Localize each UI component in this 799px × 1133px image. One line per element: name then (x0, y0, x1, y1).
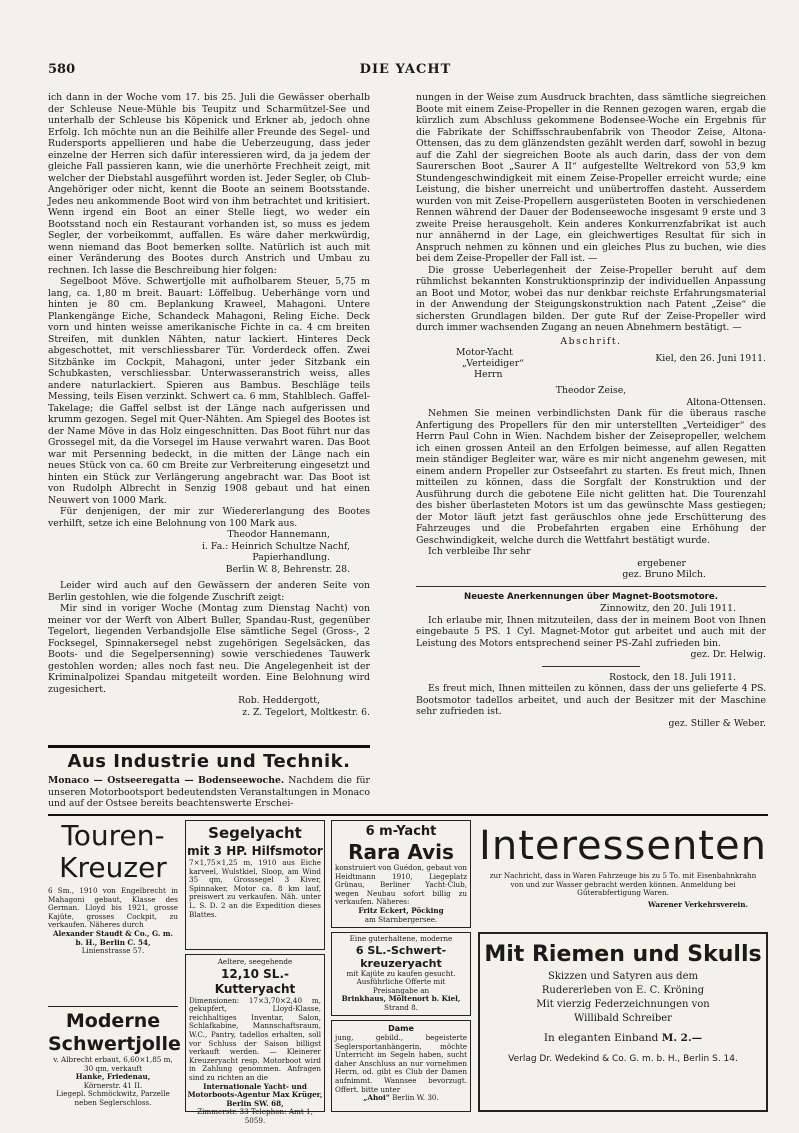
letter-recipient: Theodor Zeise, (555, 385, 627, 396)
ad-address (332, 1094, 470, 1103)
ad-subtitle: mit 3 HP. Hilfsmotor (187, 844, 323, 858)
ad-text: v. Albrecht erbaut, 6,60×1,85 m, 30 qm, verkauft (53, 1055, 173, 1073)
left-column (48, 92, 370, 718)
journal-title: DIE YACHT (359, 62, 452, 77)
ad-text: Dimensionen: 17×3,70×2,40 m, gekupfert, Lloyd-Klasse, reichhaltiges Inventar, Salon, Schlafkabine, Mannschaftsraum, W.C., Pantry, tadellos erhalten, soll vor Schluss der Saison billigst verkauft werden. — Kleinerer Kreuzeryacht resp. Motorboot wird in Zahlung genommen. Anfragen sind zu richten an die (189, 995, 321, 1082)
ad-price-label: In eleganten Einband (543, 1032, 659, 1044)
ad-text: konstruiert von Guédon, gebaut von Heidtmann 1910, Liegeplatz Grünau, Berliner Yacht-Club, wegen Neubau sofort billig zu verkaufen. Näheres: (335, 863, 467, 907)
advertisements (48, 814, 768, 1125)
ad-intro: 6 m-Yacht (365, 824, 437, 839)
magnet-date: Rostock, den 18. Juli 1911. (609, 671, 736, 683)
signature-address: z. Z. Tegelort, Moltkestr. 6. (242, 706, 370, 718)
ad-firm: „Ahoi“ (363, 1093, 390, 1103)
letter-body: Ich verbleibe Ihr sehr (428, 546, 531, 557)
ad-rara-avis (331, 820, 471, 928)
right-column (416, 92, 766, 729)
ad-address: am Starnbergersee. (364, 914, 438, 924)
ad-intro: Aeltere, seegehende (217, 957, 293, 966)
magnet-signature: gez. Dr. Helwig. (690, 649, 766, 660)
ad-title: Moderne (65, 1010, 161, 1032)
page-number: 580 (48, 62, 76, 77)
ad-title: Touren- (61, 819, 165, 852)
ad-address-line: Berlin W. 30. (392, 1093, 439, 1103)
ad-schwertkreuzer (331, 932, 471, 1016)
ad-title: Dame (388, 1024, 414, 1033)
letter-sender-name: „Verteidiger“ (462, 358, 524, 369)
section-heading: Aus Industrie und Technik. (48, 745, 370, 772)
ad-dame (331, 1020, 471, 1112)
ad-text: 7×1,75×1,25 m, 1910 aus Eiche karveel, Wulstkiel, Sloop, am Wind 35 qm, Grosssegel 3 Kiver, Spinnaker, Motor ca. 8 km lauf, preiswert zu verkaufen. Näh. unter L. S. D. 2 an die Expedition dieses Blattes. (189, 858, 321, 919)
ad-book (478, 932, 768, 1112)
signature-address: Berlin W. 8, Behrenstr. 28. (225, 563, 350, 575)
letter-place: Altona-Ottensen. (686, 396, 766, 408)
ad-address: Körnerstr. 41 II. (83, 1080, 143, 1090)
section-body: Nachdem die für unseren Motorbootsport bedeutendsten Veranstaltungen in Monaco und auf der Ostsee bereits beachtenswerte Erschei- (48, 775, 370, 809)
ad-text: zur Nachricht, dass in Waren Fahrzeuge bis zu 5 To. mit Eisenbahnkrahn von und zur Wasser gebracht werden können. Anmeldung bei Güterabfertigung Waren. (489, 871, 757, 898)
letter-salutation: Herrn (474, 369, 503, 380)
letter-title: Abschrift. (560, 335, 622, 347)
ad-title: kreuzeryacht (360, 956, 442, 970)
ad-text: 6 Sm., 1910 von Engelbrecht in Mahagoni gebaut, Klasse des German. Lloyd bis 1921, grosse Kajüte, grosses Cockpit, zu verkaufen. Näheres durch (48, 886, 178, 930)
letter-head (416, 347, 766, 382)
article-paragraph: Die grosse Ueberlegenheit der Zeise-Propeller beruht auf dem rühmlichst bekannten Konstruktionsprinzip der individuellen Anpassung an Boot und Motor, wobei das nur denkbar reichste Erfahrungsmaterial in der Anwendung der Steigungskonstruktion nach Patent „Zeise“ die sichersten Grundlagen bilden. Der gute Ruf der Zeise-Propeller wird durch immer wachsenden Zugang an neuen Abnehmern bestätigt. — (416, 264, 766, 333)
ad-intro: Eine guterhaltene, moderne (349, 934, 453, 943)
boat-description: Segelboot Möve. Schwertjolle mit aufholbarem Steuer, 5,75 m lang, ca. 1,80 m breit. Bauart: Löffelbug. Ueberhänge vorn und hinten je 80 cm. Beplankung Kraweel, Mahagoni. Untere Plankengänge Eiche, Schandeck Mahagoni, Reling Eiche. Deck vorn und hinten weisse amerikanische Fichte in ca. 4 cm breiten Streifen, mit dunklen Nähten, natur lackiert. Hinteres Deck abgeschottet, mit verschliessbarer Tür. Vorderdeck offen. Zwei Sitzbänke im Cockpit, Mahagoni, unter jeder Sitzbank ein Schubkasten, verschliessbar. Unterwasseranstrich weiss, alles andere naturlackiert. Spieren aus Bambus. Beschläge teils Messing, teils Eisen verzinkt. Schwert ca. 6 mm, Stahlblech. Gaffel-Takelage; die Gaffel selbst ist der Länge nach aufgerissen und krumm gezogen. Segel mit Quer-Nähten. Am Spiegel des Bootes ist der Name Möve in das Holz eingeschnitten. Das Boot führt nur das Grossegel mit, da die Vorsegel im Hause verwahrt waren. Das Boot war mit Persenning bedeckt, in die mitten der Länge nach ein neues Stück von ca. 60 cm Breite zur Verbreiterung eingesetzt und hinten ein Stück zur Verlängerung angebracht war. Das Boot ist von Rudolph Albrecht in Senzig 1908 gebaut und hat einen Neuwert von 1000 Mark. (48, 276, 370, 506)
theft-letter: Mir sind in voriger Woche (Montag zum Dienstag Nacht) von meiner vor der Werft von Albert Buller, Spandau-Rust, gegenüber Tegelort, liegenden Verbandsjolle Else sämtliche Segel (Gross-, 2 Focksegel, Spinnakersegel nebst zugehörigen Segelsäcken, das Boots- und die Segelpersenning) sowie verschiedenes Tauwerk gestohlen worden; alles noch fast neu. Die Angelegenheit ist der Kriminalpolizei Spandau mitgeteilt worden. Eine Belohnung wird zugesichert. (48, 603, 370, 695)
ad-price-line (480, 1030, 766, 1046)
ad-publisher: Verlag Dr. Wedekind & Co. G. m. b. H., Berlin S. 14. (508, 1054, 738, 1064)
letter-body: Nehmen Sie meinen verbindlichsten Dank für die überaus rasche Anfertigung des Propellers für den mir unterstellten „Verteidiger“ des Herrn Paul Cohn in Wien. Nachdem bisher der Zeisepropeller, welchem ich einen grossen Anteil an den Erfolgen beimesse, auf allen Regatten mein ständiger Begleiter war, wäre es mir nicht angenehm gewesen, mit einem andern Propeller zur Ostseefahrt zu starten. Es freut mich, Ihnen mitteilen zu können, dass die Sorgfalt der Konstruktion und der Ausführung durch die gebotene Eile nicht gelitten hat. Die Tourenzahl des bisher überlasteten Motors ist um das gewünschte Mass gestiegen; der Motor läuft jetzt fast geräuschlos ohne jede Erschütterung des Fahrzeuges und die Probefahrten ergaben eine Erhöhung der Geschwindigkeit, welche durch die Wettfahrt bestätigt wurde. (416, 408, 766, 546)
ad-firm: Warener Verkehrsverein. (647, 899, 748, 909)
section-lead: Monaco — Ostseeregatta — Bodenseewoche. (48, 775, 285, 786)
ad-text: mit Kajüte zu kaufen gesucht. Ausführliche Offerte mit Preisangabe an (346, 968, 456, 995)
ad-segelyacht (185, 820, 325, 950)
ad-firm: Brinkhaus, Möltenort b. Kiel, (341, 994, 461, 1004)
ad-title: Interessenten (479, 823, 767, 869)
divider (542, 666, 640, 667)
signature-firm: i. Fa.: Heinrich Schultze Nachf, (202, 540, 350, 552)
ad-text: jung, gebild., begeisterte Seglersportanhängerin, möchte Unterricht im Segeln haben, sucht daher Anschluss an nur vornehmen Herrn, od. gibt es Club der Damen aufnimmt. Wannsee bevorzugt. Offert. bitte unter (335, 1033, 467, 1094)
page-header (48, 62, 763, 80)
magnet-heading: Neueste Anerkennungen über Magnet-Bootsmotore. (464, 591, 718, 602)
magnet-date: Zinnowitz, den 20. Juli 1911. (600, 603, 736, 614)
article-paragraph: Leider wird auch auf den Gewässern der anderen Seite von Berlin gestohlen, wie die folgende Zuschrift zeigt: (48, 580, 370, 603)
ad-title: 6 SL.-Schwert- (355, 943, 447, 957)
article-paragraph: ich dann in der Woche vom 17. bis 25. Juli die Gewässer oberhalb der Schleuse Neue-Mühle bis Teupitz und Scharmützel-See und unterhalb der Schleuse bis Köpenick und Erkner ab, jedoch ohne Erfolg. Ich möchte nun an die Beihilfe aller Freunde des Segel- und Rudersports appellieren und habe die Ueberzeugung, dass jeder einzelne der Herren sich dafür interessieren wird, da ja jedem der gleiche Fall passieren kann, wie die unerhörte Frechheit zeigt, mit welcher der Diebstahl ausgeführt worden ist. Jeder Segler, ob Club-Angehöriger oder nicht, kennt die Boote an seinem Bootsstande. Jedes neu ankommende Boot wird von ihm betrachtet und kritisiert. Wenn irgend ein Boot an einer Stelle liegt, wo weder ein Bootsstand noch ein Restaurant vorhanden ist, so muss es jedem Segler, der vorbeikommt, auffallen. Es wäre daher merkwürdig, wenn niemand das Boot bemerken sollte. Natürlich ist auch mit einer Veränderung des Bootes durch Anstrich und Umbau zu rechnen. Ich lasse die Beschreibung hier folgen: (48, 92, 370, 276)
ad-address: Linienstrasse 57. (81, 946, 145, 956)
ad-kutteryacht (185, 954, 325, 1125)
ad-firm: Internationale Yacht- und Motorboots-Agentur Max Krüger, Berlin SW. 68, (187, 1081, 323, 1108)
ad-address: Zimmerstr. 33 Telephon: Amt 1, 5059. (197, 1107, 313, 1125)
section-text (48, 775, 370, 810)
signature-firm-type: Papierhandlung. (252, 552, 330, 563)
ad-firm: Alexander Staudt & Co., G. m. b. H., Berlin C. 54, (52, 928, 174, 947)
reward-paragraph: Für denjenigen, der mir zur Wiedererlangung des Bootes verhilft, setze ich eine Belohnung von 100 Mark aus. (48, 506, 370, 529)
ad-title: Mit Riemen und Skulls (484, 942, 762, 967)
signature-name: Theodor Hannemann, (227, 529, 330, 540)
ad-text: Rudererleben von E. C. Kröning (541, 985, 705, 996)
ad-firm: Fritz Eckert, Pöcking (358, 905, 444, 915)
ad-firm: Hanke, Friedenau, (75, 1072, 151, 1082)
ad-text: Skizzen und Satyren aus dem (548, 971, 698, 982)
ad-note: Liegepl. Schmöckwitz, Parzelle neben Seglerschloss. (56, 1089, 170, 1107)
letter-signature: gez. Bruno Milch. (622, 569, 706, 580)
signature-name: Rob. Heddergott, (238, 695, 320, 706)
letter-closing: ergebener (637, 557, 686, 569)
letter-sender: Motor-Yacht (456, 347, 513, 358)
ad-title: Kreuzer (59, 851, 167, 884)
magnet-testimonial: Es freut mich, Ihnen mitteilen zu können, dass der uns gelieferte 4 PS. Bootsmotor tadellos arbeitet, und auch der Besitzer mit der Maschine sehr zufrieden ist. (416, 683, 766, 717)
ad-title: 12,10 SL.-Kutteryacht (214, 966, 296, 996)
magnet-testimonial: Ich erlaube mir, Ihnen mitzuteilen, dass der in meinem Boot von Ihnen eingebaute 5 PS. 1 Cyl. Magnet-Motor gut arbeitet und auch mit der Leistung des Motors entsprechend seiner PS-Zahl zufrieden bin. (416, 614, 766, 649)
ad-schwertjolle (48, 1006, 181, 1112)
ad-title: Rara Avis (348, 840, 454, 864)
ad-touren-kreuzer (48, 820, 178, 998)
letter-date: Kiel, den 26. Juni 1911. (655, 353, 766, 364)
ad-price: M. 2.— (661, 1032, 703, 1044)
ad-title: Schwertjolle (48, 1033, 181, 1055)
article-paragraph: nungen in der Weise zum Ausdruck brachten, dass sämtliche siegreichen Boote mit einem Zeise-Propeller in die Rennen gezogen waren, ergab die kürzlich zum Abschluss gekommene Bodensee-Woche ein Ergebnis für die Fabrikate der Schiffsschraubenfabrik von Theodor Zeise, Altona-Ottensen, das zu dem glänzendsten gezählt werden darf, sowohl in bezug auf die Zahl der siegreichen Boote als auch darin, dass der von dem Saurerschen Boot „Saurer A II“ aufgestellte Weltrekord von 53,9 km Stundengeschwindigkeit mit einem Zeise-Propeller erreicht wurde; eine Leistung, die bisher unerreicht und unübertroffen dasteht. Ausserdem wurden von mit Zeise-Propellern ausgerüsteten Booten in verschiedenen Rennen während der Dauer der Bodenseewoche insgesamt 9 erste und 3 zweite Preise herausgeholt. Kein anderes Konkurrenzfabrikat ist auch nur annähernd in der Lage, ein gleichwertiges Resultat für sich in Anspruch nehmen zu können und ein gleiches Plus zu buchen, wie dies bei dem Zeise-Propeller der Fall ist. — (416, 92, 766, 264)
industry-section (48, 745, 370, 810)
ad-text: Willibald Schreiber (574, 1013, 672, 1024)
magnet-signature: gez. Stiller & Weber. (668, 717, 766, 729)
ad-interessenten (478, 820, 768, 928)
ad-text: Mit vierzig Federzeichnungen von (536, 999, 710, 1010)
ad-title: Segelyacht (208, 824, 302, 842)
divider (416, 586, 766, 587)
ad-address: Strand 8. (384, 1002, 418, 1012)
